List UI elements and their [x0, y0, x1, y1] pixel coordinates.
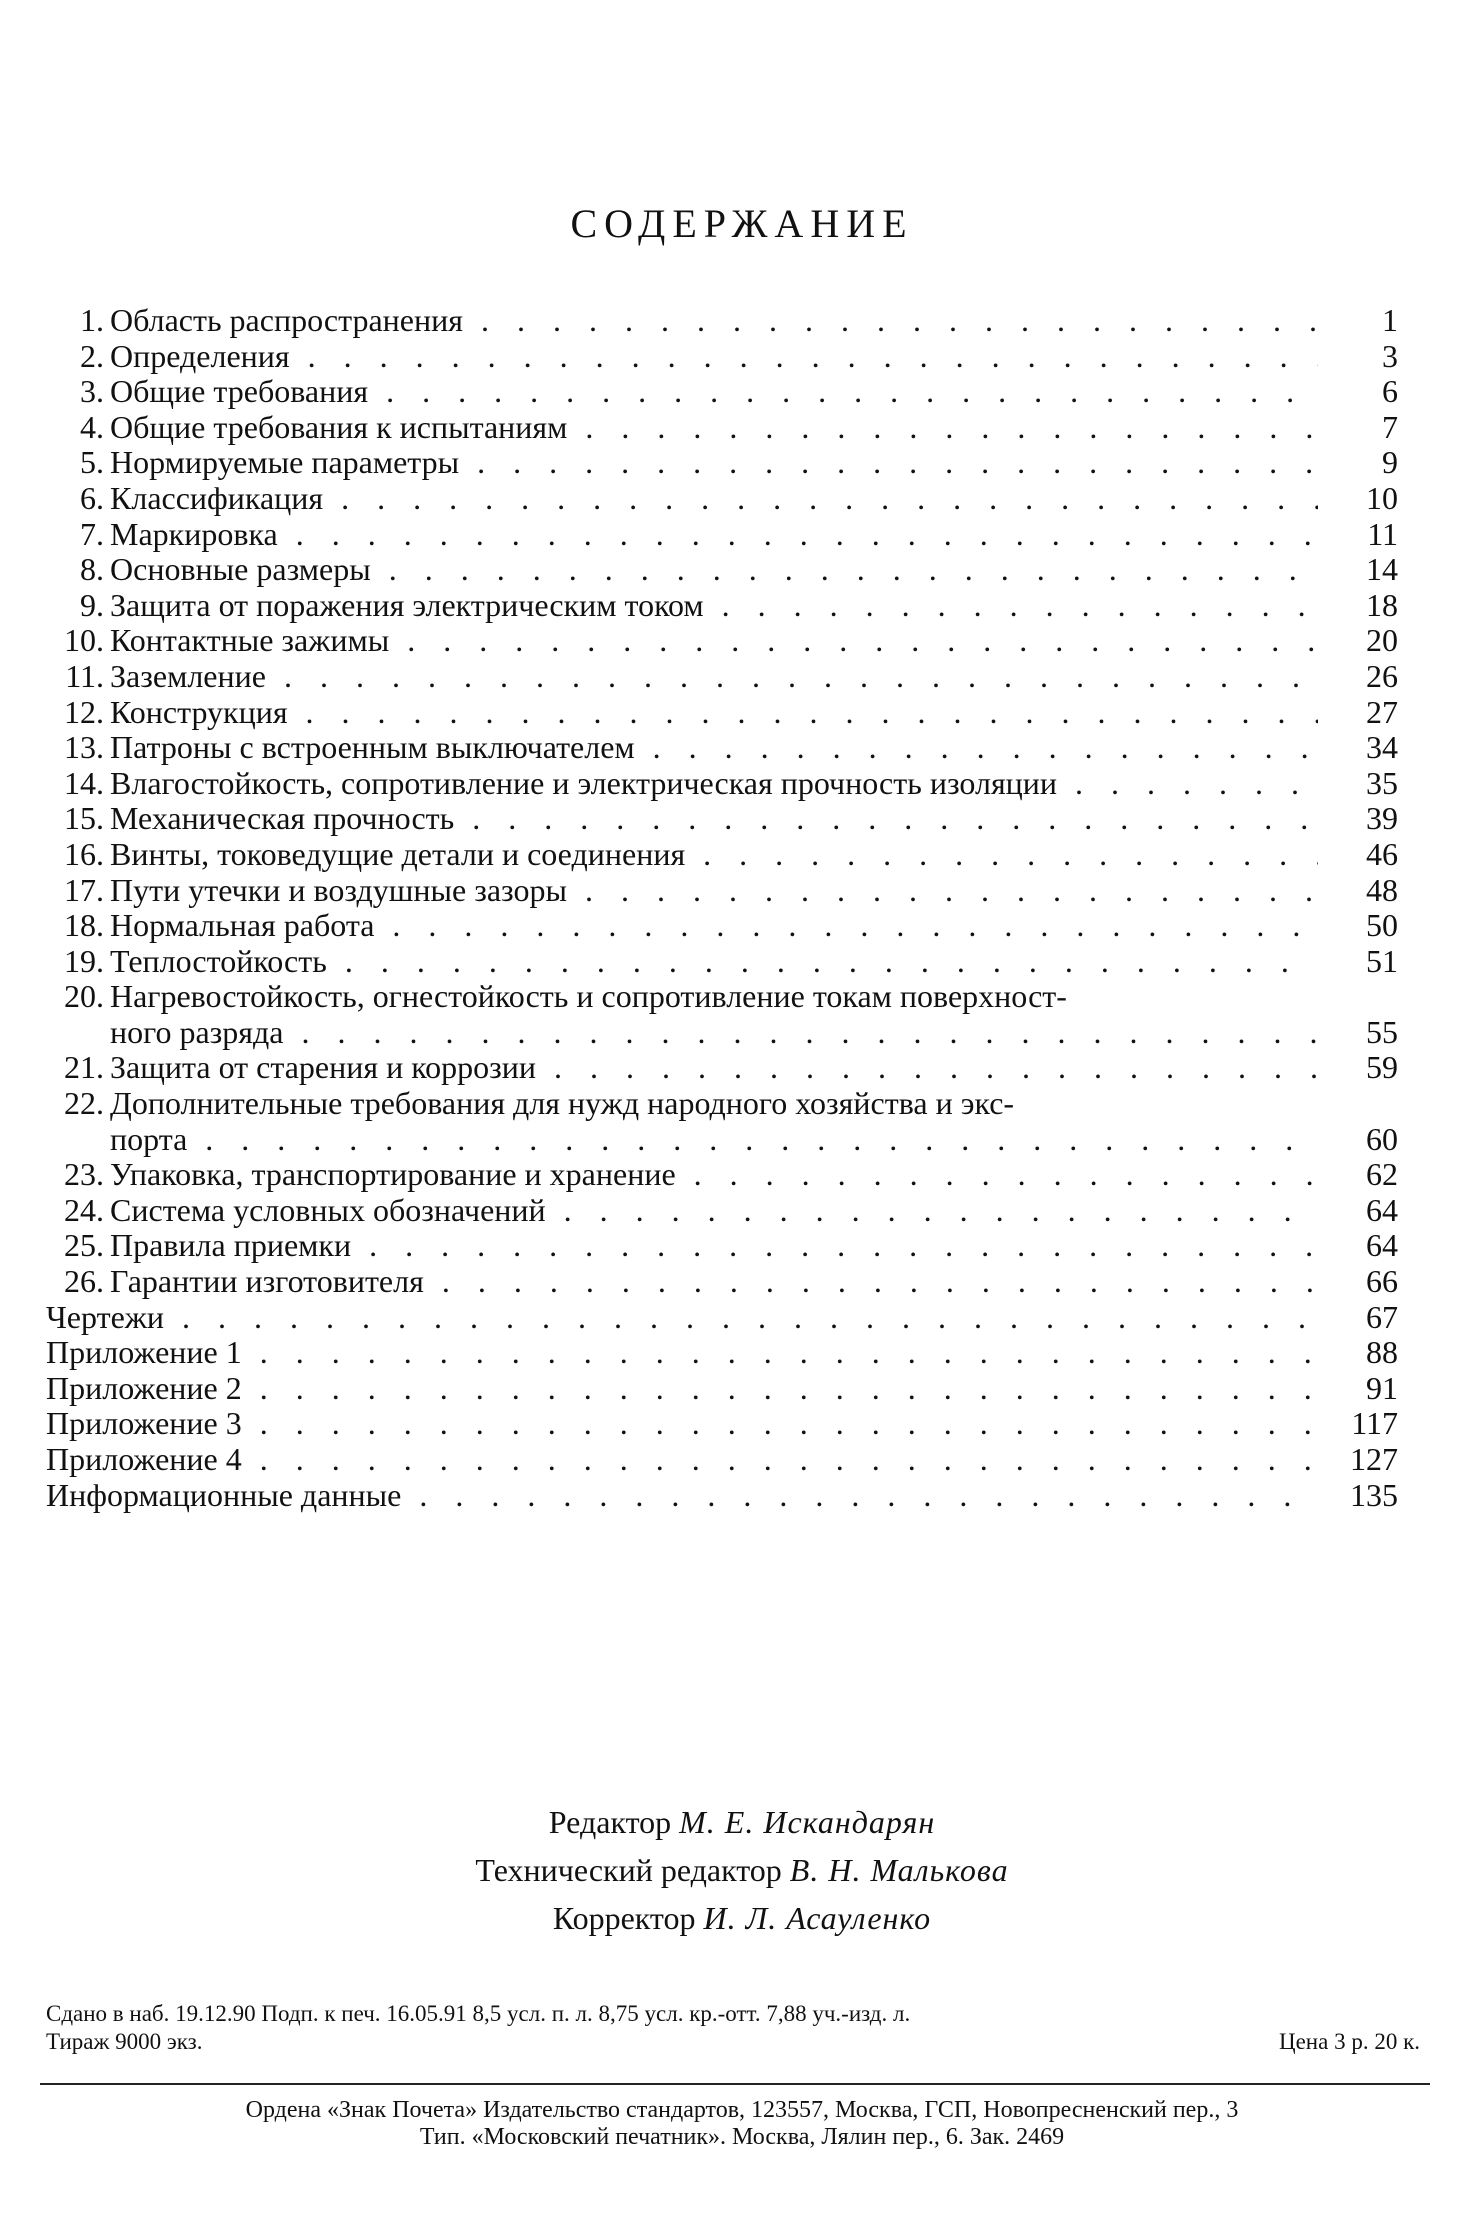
- toc-entry-title: [110, 374, 1318, 410]
- toc-entry-title-text: Маркировка: [110, 516, 278, 552]
- toc-entry-title-text: Приложение 3: [46, 1406, 242, 1442]
- toc-entry-page: 3: [1382, 337, 1398, 374]
- toc-entry-title-text: Система условных обозначений: [110, 1192, 546, 1228]
- toc-entry-title-text: Приложение 4: [46, 1442, 242, 1477]
- toc-entry-number: 22.: [64, 1085, 104, 1122]
- toc-entry-title-continuation: порта: [110, 1121, 188, 1157]
- toc-entry-number: 4.: [80, 408, 104, 445]
- toc-entry-title: [110, 339, 1318, 375]
- toc-entry-title: [110, 1193, 1318, 1229]
- toc-entry-number: 18.: [64, 907, 104, 944]
- toc-entry-title-text: Патроны с встроенным выключателем: [110, 730, 635, 766]
- toc-entry-title: [46, 1300, 1318, 1336]
- toc-entry-title: [110, 303, 1318, 339]
- toc-entry-number: 8.: [80, 551, 104, 588]
- publisher-block: [0, 2097, 1484, 2151]
- toc-entry-page: 66: [1366, 1263, 1398, 1300]
- toc-entry-title: [110, 517, 1318, 553]
- toc-entry-title: [110, 552, 1318, 588]
- toc-entry-title-text: Конструкция: [110, 694, 288, 730]
- toc-entry-page: 26: [1366, 657, 1398, 694]
- toc-entry-title: [110, 801, 1318, 837]
- toc-entry-title-continuation: ного разряда: [110, 1014, 284, 1050]
- toc-entry-page: 6: [1382, 373, 1398, 410]
- toc-entry-title: [110, 445, 1318, 481]
- toc-entry: [46, 623, 1398, 659]
- toc-entry-number: 21.: [64, 1049, 104, 1086]
- toc-entry-number: 6.: [80, 479, 104, 516]
- toc-entry-title-text: Правила приемки: [110, 1228, 352, 1264]
- toc-entry-page: 7: [1382, 408, 1398, 445]
- circulation: Тираж 9000 экз.: [46, 2029, 203, 2054]
- toc-entry-title: [46, 1371, 1318, 1407]
- toc-entry-title-text: Контактные зажимы: [110, 623, 390, 659]
- toc-entry: [46, 1478, 1398, 1514]
- toc-entry-page: 62: [1366, 1156, 1398, 1193]
- toc-entry: [46, 801, 1398, 837]
- toc-entry-title-text: Заземление: [110, 658, 266, 694]
- toc-entry-number: 20.: [64, 978, 104, 1015]
- toc-entry-title: [110, 410, 1318, 446]
- toc-entry-title-text: Основные размеры: [110, 552, 371, 588]
- toc-entry: [46, 730, 1398, 766]
- toc-entry-title: [46, 1478, 1318, 1514]
- toc-entry-page: 46: [1366, 835, 1398, 872]
- toc-entry-number: 17.: [64, 871, 104, 908]
- toc-entry-page: 59: [1366, 1049, 1398, 1086]
- credit-technical-editor: [0, 1846, 1484, 1894]
- toc-entry-page: 88: [1366, 1334, 1398, 1371]
- toc-entry-title: [46, 1442, 1318, 1478]
- toc-entry-number: 7.: [80, 515, 104, 552]
- toc-entry-title-text: Чертежи: [46, 1299, 164, 1335]
- toc-entry-title-text: Общие требования: [110, 374, 369, 410]
- toc-entry-number: 11.: [65, 657, 104, 694]
- toc-entry-page: 34: [1366, 729, 1398, 766]
- credits-block: [0, 1798, 1484, 1942]
- toc-entry-title-text: Информационные данные: [46, 1477, 402, 1513]
- toc-entry-number: 2.: [80, 337, 104, 374]
- toc-entry-page: 55: [1366, 1013, 1398, 1050]
- toc-entry-title-text: Теплостойкость: [110, 943, 327, 979]
- toc-entry-number: 1.: [80, 302, 104, 338]
- toc-entry-title: [110, 1264, 1318, 1300]
- toc-entry: [46, 873, 1398, 909]
- toc-entry-page: 135: [1350, 1476, 1398, 1513]
- toc-entry-number: 13.: [64, 729, 104, 766]
- toc-entry-page: 18: [1366, 586, 1398, 623]
- toc-entry: [46, 303, 1398, 339]
- toc-entry-page: 91: [1366, 1369, 1398, 1406]
- toc-entry: [46, 908, 1398, 944]
- toc-entry-title-text: Приложение 2: [46, 1370, 242, 1406]
- toc-entry-title: [110, 695, 1318, 731]
- table-of-contents: [46, 303, 1398, 1513]
- toc-entry: [46, 481, 1398, 517]
- toc-entry: [46, 588, 1398, 624]
- toc-entry-title: [110, 979, 1318, 1050]
- toc-entry: [46, 1264, 1398, 1300]
- toc-entry-number: 24.: [64, 1191, 104, 1228]
- toc-entry-page: 10: [1366, 479, 1398, 516]
- toc-entry-page: 35: [1366, 764, 1398, 801]
- toc-entry-title-text: Защита от поражения электрическим током: [110, 587, 704, 623]
- toc-entry: [46, 1193, 1398, 1229]
- credit-person: В. Н. Малькова: [789, 1852, 1009, 1888]
- toc-entry-title-text: Винты, токоведущие детали и соединения: [110, 836, 686, 872]
- toc-entry-title-text: Приложение 1: [46, 1335, 242, 1371]
- toc-entry-title: [110, 730, 1318, 766]
- toc-entry-title-text: Классификация: [110, 480, 324, 516]
- publisher-line: Ордена «Знак Почета» Издательство стандартов, 123557, Москва, ГСП, Новопресненский пер., 3: [245, 2097, 1239, 2123]
- toc-entry-title-line: Нагревостойкость, огнестойкость и сопротивление токам поверхност-: [110, 979, 1067, 1015]
- credit-person: И. Л. Асауленко: [703, 1900, 932, 1936]
- toc-entry-number: 23.: [64, 1156, 104, 1193]
- toc-entry: [46, 1335, 1398, 1371]
- toc-entry-title-text: Влагостойкость, сопротивление и электрическая прочность изоляции: [110, 765, 1058, 801]
- toc-entry: [46, 1228, 1398, 1264]
- toc-entry: [46, 659, 1398, 695]
- toc-entry-page: 64: [1366, 1227, 1398, 1264]
- toc-entry-title-line: [110, 1122, 1318, 1158]
- toc-entry: [46, 837, 1398, 873]
- toc-entry-page: 9: [1382, 444, 1398, 481]
- toc-entry: [46, 339, 1398, 375]
- toc-entry: [46, 1050, 1398, 1086]
- toc-entry-title-text: Защита от старения и коррозии: [110, 1050, 537, 1086]
- credit-editor: [0, 1798, 1484, 1846]
- toc-entry-title-text: Пути утечки и воздушные зазоры: [110, 872, 567, 908]
- toc-entry-title: [110, 1086, 1318, 1157]
- toc-entry-title-text: Нормируемые параметры: [110, 445, 460, 481]
- toc-entry-page: 117: [1351, 1405, 1398, 1442]
- toc-entry-page: 39: [1366, 800, 1398, 837]
- toc-entry: [46, 374, 1398, 410]
- page-title: СОДЕРЖАНИЕ: [570, 201, 914, 246]
- toc-entry: [46, 1157, 1398, 1193]
- toc-entry-page: 127: [1350, 1441, 1398, 1477]
- toc-entry-number: 15.: [64, 800, 104, 837]
- toc-entry: [46, 979, 1398, 1050]
- toc-entry-page: 11: [1367, 515, 1398, 552]
- toc-entry-title-text: Упаковка, транспортирование и хранение: [110, 1157, 676, 1193]
- credit-role: Редактор: [548, 1804, 672, 1840]
- printer-line: Тип. «Московский печатник». Москва, Лялин пер., 6. Зак. 2469: [419, 2124, 1065, 2150]
- credit-person: М. Е. Искандарян: [679, 1804, 936, 1840]
- print-info-line: [46, 2028, 1420, 2056]
- toc-entry-title: [110, 766, 1318, 802]
- toc-entry-title-text: Общие требования к испытаниям: [110, 409, 568, 445]
- print-info: [46, 2000, 1420, 2056]
- toc-entry: [46, 1086, 1398, 1157]
- toc-entry-page: 50: [1366, 907, 1398, 944]
- toc-entry-page: 48: [1366, 871, 1398, 908]
- toc-entry-title: [46, 1335, 1318, 1371]
- toc-entry-title-text: Механическая прочность: [110, 801, 455, 837]
- toc-entry-number: 3.: [80, 373, 104, 410]
- print-details: Сдано в наб. 19.12.90 Подп. к печ. 16.05.91 8,5 усл. п. л. 8,75 усл. кр.-отт. 7,88 уч.-изд. л.: [46, 2001, 911, 2026]
- toc-entry-title: [110, 873, 1318, 909]
- toc-entry: [46, 695, 1398, 731]
- toc-entry-title-text: Область распространения: [110, 303, 463, 338]
- toc-entry-page: 51: [1366, 942, 1398, 979]
- toc-entry-number: 14.: [64, 764, 104, 801]
- toc-entry-page: 1: [1382, 302, 1398, 338]
- price: Цена 3 р. 20 к.: [1278, 2029, 1420, 2054]
- toc-entry-title: [110, 481, 1318, 517]
- print-info-line: [46, 2000, 1420, 2028]
- credit-role: Корректор: [552, 1900, 696, 1936]
- toc-entry-number: 26.: [64, 1263, 104, 1300]
- toc-entry-page: 60: [1366, 1120, 1398, 1157]
- toc-entry-title: [110, 659, 1318, 695]
- toc-entry: [46, 445, 1398, 481]
- toc-entry: [46, 1406, 1398, 1442]
- toc-entry-title-text: Нормальная работа: [110, 908, 375, 944]
- toc-entry-title: [110, 1050, 1318, 1086]
- toc-entry-title: [110, 1157, 1318, 1193]
- toc-entry: [46, 1371, 1398, 1407]
- toc-entry-title: [110, 1228, 1318, 1264]
- toc-entry-page: 64: [1366, 1191, 1398, 1228]
- toc-entry-number: 12.: [64, 693, 104, 730]
- toc-entry-title: [110, 588, 1318, 624]
- toc-entry-title-line: Дополнительные требования для нужд народного хозяйства и экс-: [110, 1086, 1015, 1122]
- toc-entry-title: [110, 908, 1318, 944]
- toc-entry: [46, 410, 1398, 446]
- toc-entry: [46, 517, 1398, 553]
- toc-entry-title-text: Определения: [110, 338, 290, 374]
- toc-entry-title: [110, 944, 1318, 980]
- toc-entry-number: 16.: [64, 835, 104, 872]
- toc-entry-number: 5.: [80, 444, 104, 481]
- toc-entry-page: 20: [1366, 622, 1398, 659]
- divider: [40, 2083, 1430, 2085]
- toc-entry-title: [110, 623, 1318, 659]
- toc-entry-number: 9.: [80, 586, 104, 623]
- toc-entry-title: [46, 1406, 1318, 1442]
- credit-proofreader: [0, 1894, 1484, 1942]
- toc-entry-number: 10.: [64, 622, 104, 659]
- toc-entry: [46, 552, 1398, 588]
- toc-entry: [46, 1442, 1398, 1478]
- toc-entry: [46, 1300, 1398, 1336]
- toc-entry-number: 25.: [64, 1227, 104, 1264]
- credit-role: Технический редактор: [475, 1852, 782, 1888]
- toc-entry-title: [110, 837, 1318, 873]
- toc-entry-page: 67: [1366, 1298, 1398, 1335]
- toc-entry-number: 19.: [64, 942, 104, 979]
- toc-entry-title-line: [110, 1015, 1318, 1051]
- toc-entry-page: 14: [1366, 551, 1398, 588]
- toc-entry-title-text: Гарантии изготовителя: [110, 1264, 424, 1300]
- toc-entry-page: 27: [1366, 693, 1398, 730]
- toc-entry: [46, 944, 1398, 980]
- toc-entry: [46, 766, 1398, 802]
